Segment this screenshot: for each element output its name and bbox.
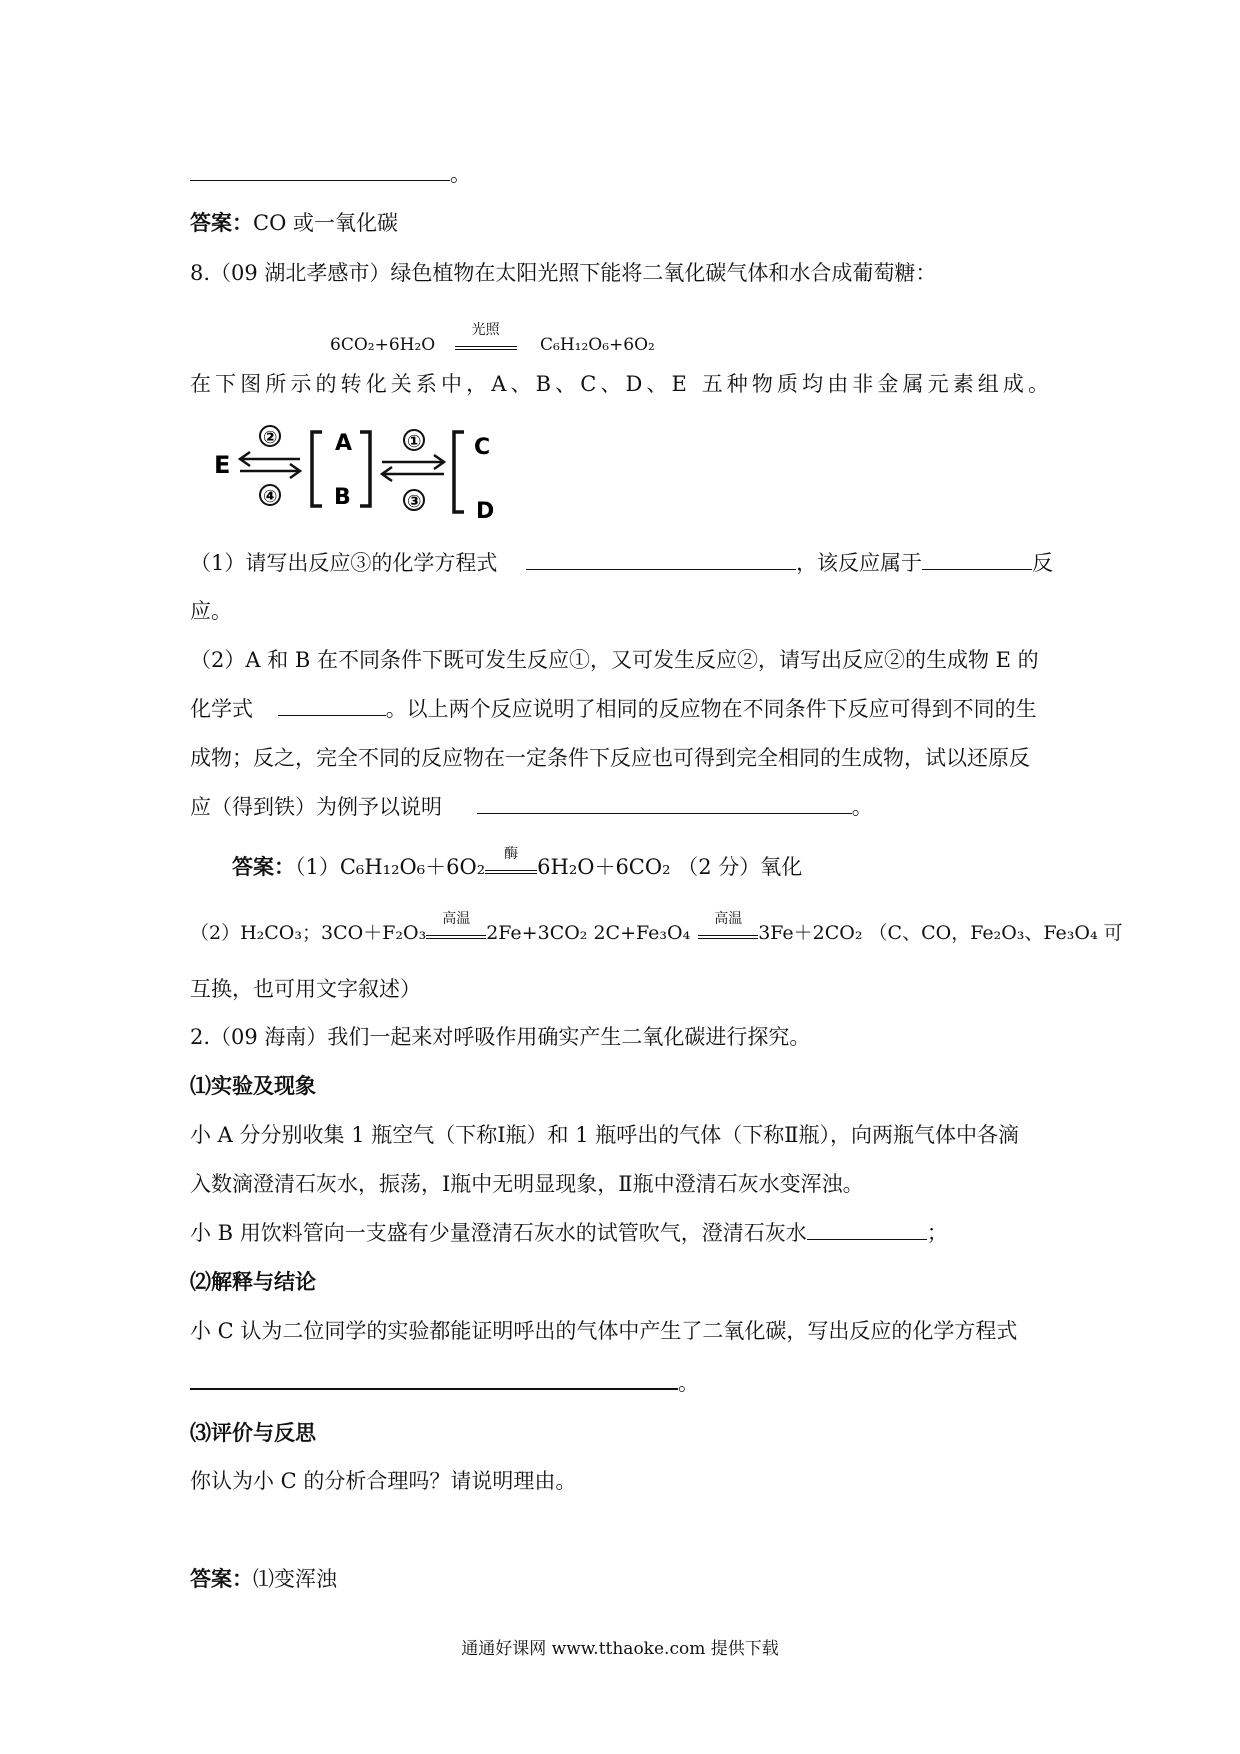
answer-equation-right: 6H₂O＋6CO₂ （2 分）氧化 [537, 855, 803, 879]
answer-equation-a: （2）H₂CO₃；3CO＋F₂O₃ [190, 922, 427, 944]
q8-part1-end: 应。 [190, 599, 232, 623]
answer-label: 答案： [190, 1567, 253, 1591]
q8-description: 在下图所示的转化关系中，A、B、C、D、E 五种物质均由非金属元素组成。 [190, 372, 1054, 396]
part2-text-3: 应（得到铁）为例予以说明 [190, 795, 442, 819]
condition-text: 高温 [442, 911, 471, 927]
node-d: D [476, 499, 495, 524]
q2-para-6: 你认为小 C 的分析合理吗？请说明理由。 [190, 1469, 577, 1493]
equation-right: C₆H₁₂O₆+6O₂ [540, 335, 655, 355]
q8-intro: 8.（09 湖北孝感市）绿色植物在太阳光照下能将二氧化碳气体和水合成葡萄糖： [190, 261, 937, 285]
page-footer: 通通好课网 www.tthaoke.com 提供下载 [461, 1639, 779, 1659]
answer-label: 答案： [232, 855, 295, 879]
q2-para-1: 小 A 分分别收集 1 瓶空气（下称Ⅰ瓶）和 1 瓶呼出的气体（下称Ⅱ瓶），向两瓶气体中各滴 [190, 1123, 1020, 1147]
q8-answer-2-end: 互换，也可用文字叙述） [190, 977, 421, 1001]
q2-answer [190, 1564, 337, 1594]
example-blank [477, 795, 852, 814]
q8-answer-1 [232, 846, 803, 882]
punctuation: 。 [678, 1371, 699, 1395]
node-a: A [335, 431, 353, 456]
q8-part2-line4 [190, 792, 873, 822]
reaction-condition [426, 911, 486, 939]
formula-blank [278, 697, 386, 716]
condition-text: 光照 [471, 322, 500, 338]
phenomenon-blank [807, 1221, 927, 1240]
q2-para-2: 入数滴澄清石灰水，振荡，Ⅰ瓶中无明显现象，Ⅱ瓶中澄清石灰水变浑浊。 [190, 1172, 864, 1196]
reaction-condition [698, 911, 758, 939]
fill-line-top [190, 159, 471, 189]
top-answer [190, 208, 398, 238]
equation-blank [190, 1370, 678, 1390]
q8-part2-line2 [190, 694, 1037, 724]
part1-text: （1）请写出反应③的化学方程式 [190, 551, 498, 575]
part2-text: 化学式 [190, 697, 253, 721]
answer-equation-b: 2Fe+3CO₂ 2C+Fe₃O₄ [486, 922, 691, 944]
para-3-text: 小 B 用饮料管向一支盛有少量澄清石灰水的试管吹气，澄清石灰水 [190, 1221, 807, 1245]
q2-para-3 [190, 1218, 948, 1248]
reaction-diagram [212, 418, 512, 528]
q2-para-4: 小 C 认为二位同学的实验都能证明呼出的气体中产生了二氧化碳，写出反应的化学方程式 [190, 1319, 1018, 1343]
q8-equation [330, 322, 655, 360]
equation-blank [526, 551, 796, 570]
condition-text: 高温 [714, 911, 743, 927]
answer-blank [190, 162, 450, 181]
q8-part2-line3: 成物；反之，完全不同的反应物在一定条件下反应也可得到完全相同的生成物，试以还原反 [190, 746, 1030, 770]
reaction-1-label: ① [407, 432, 422, 452]
q2-equation-line [190, 1368, 699, 1398]
reaction-condition [455, 322, 517, 350]
node-c: C [474, 435, 491, 460]
node-b: B [334, 485, 351, 510]
punctuation: ； [926, 1221, 948, 1245]
q2-heading-2: ⑵解释与结论 [190, 1270, 316, 1294]
reaction-4-label: ④ [263, 487, 278, 507]
q8-part1 [190, 548, 1053, 578]
q8-part2-line1: （2）A 和 B 在不同条件下既可发生反应①，又可发生反应②，请写出反应②的生成物 E 的 [190, 648, 1039, 672]
q2-heading-1: ⑴实验及现象 [190, 1074, 316, 1098]
reaction-condition [485, 846, 537, 874]
part1-text-3: 反 [1032, 551, 1053, 575]
punctuation: 。 [450, 162, 471, 186]
answer-text: CO 或一氧化碳 [253, 211, 398, 235]
equation-left: 6CO₂+6H₂O [330, 335, 436, 355]
node-e: E [214, 451, 231, 479]
part2-text-2: 。以上两个反应说明了相同的反应物在不同条件下反应可得到不同的生 [385, 697, 1037, 721]
q2-intro: 2.（09 海南）我们一起来对呼吸作用确实产生二氧化碳进行探究。 [190, 1025, 811, 1049]
answer-text: ⑴变浑浊 [253, 1567, 337, 1591]
reaction-type-blank [922, 551, 1032, 570]
part1-text-2: ，该反应属于 [796, 551, 923, 575]
q2-heading-3: ⑶评价与反思 [190, 1421, 316, 1445]
q8-answer-2 [190, 911, 1123, 948]
answer-label: 答案： [190, 211, 253, 235]
reaction-2-label: ② [263, 428, 278, 448]
answer-equation-c: 3Fe＋2CO₂ （C、CO，Fe₂O₃、Fe₃O₄ 可 [758, 922, 1123, 944]
punctuation: 。 [851, 795, 873, 819]
answer-equation-left: （1）C₆H₁₂O₆＋6O₂ [295, 855, 486, 879]
condition-text: 酶 [504, 846, 519, 862]
reaction-3-label: ③ [407, 492, 422, 512]
